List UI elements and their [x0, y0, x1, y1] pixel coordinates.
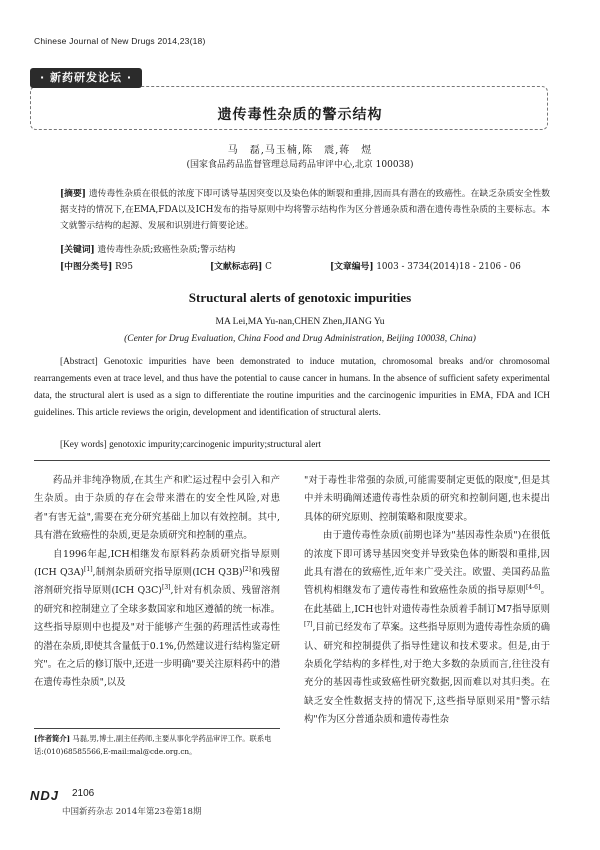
author-footnote	[34, 732, 280, 758]
article-number-field	[330, 259, 521, 272]
citation: [2]	[242, 565, 252, 573]
chinese-keywords-text: 遗传毒性杂质;致癌性杂质;警示结构	[97, 245, 236, 255]
body-paragraph: 药品并非纯净物质,在其生产和贮运过程中会引入和产生杂质。由于杂质的存在会带来潜在的安全性风险,对患者"有害无益",需要在充分研究基础上加以有效控制。其中,具有潜在致癌性的杂质,更是杂质研究和控制的重点。	[34, 475, 280, 542]
english-abstract	[34, 354, 550, 422]
running-head: Chinese Journal of New Drugs 2014,23(18)	[34, 36, 206, 46]
chinese-abstract-text: 遗传毒性杂质在很低的浓度下即可诱导基因突变以及染色体的断裂和重排,因而具有潜在的致癌性。在缺乏杂质安全性数据支持的情况下,在EMA,FDA以及ICH发布的指导原则中均将警示结构作为区分普通杂质和潜在遗传毒性杂质的主要标志。本文就警示结构的起源、发展和识别进行简要论述。	[60, 189, 551, 231]
chinese-keywords-label: [关键词]	[60, 245, 95, 255]
doc-code-field	[210, 259, 330, 272]
chinese-keywords	[60, 242, 235, 255]
chinese-affiliation: (国家食品药品监督管理总局药品审评中心,北京 100038)	[186, 160, 414, 170]
chinese-authors: 马 磊,马玉楠,陈 震,蒋 煜	[227, 145, 373, 156]
english-abstract-text: Genotoxic impurities have been demonstrated to induce mutation, chromosomal breaks and/or chromosomal rearrangements even at trace level, and thus have the potential to cause cancer in humans. In the absence of sufficient safety experimental data, the structural alert is used as a sign to differentiate the routine impurities and the carcinogenic impurities in EMA, FDA and ICH guidelines. This article reviews the origin, development and identification of structural alerts.	[34, 357, 551, 418]
doc-code-label: [文献标志码]	[210, 262, 263, 272]
citation: [4-6]	[525, 584, 541, 592]
column-banner: · 新药研发论坛 ·	[30, 68, 142, 88]
english-abstract-label: [Abstract]	[60, 357, 98, 367]
journal-logo: NDJ	[30, 788, 60, 803]
clc-label: [中图分类号]	[60, 262, 113, 272]
english-keywords-label: [Key words]	[60, 440, 107, 450]
body-paragraph: 由于遗传毒性杂质(前期也译为"基因毒性杂质")在很低的浓度下即可诱导基因突变并导致染色体的断裂和重排,因此具有潜在的致癌性,近年来广受关注。欧盟、美国药品监管机构相继发布了遗传毒性和致癌性杂质的指导原则[4-6]。在此基础上,ICH也针对遗传毒性杂质着手制订M7指导原则[7],目前已经发布了草案。这些指导原则为遗传毒性杂质的确认、研究和控制提供了指导性建议和技术要求。但是,由于杂质化学结构的多样性,对于绝大多数的杂质而言,往往没有充分的基因毒性或致癌性研究数据,因而难以对其归类。在缺乏安全性数据支持的情况下,这些指导原则采用"警示结构"作为区分普通杂质和遗传毒性杂	[304, 530, 550, 726]
footnote-text: 马磊,男,博士,副主任药师,主要从事化学药品审评工作。联系电话:(010)68585566,E-mail:mal@cde.org.cn。	[34, 734, 272, 756]
classification-row	[60, 259, 550, 272]
chinese-abstract	[60, 186, 550, 234]
english-keywords	[60, 440, 321, 450]
citation: [7]	[304, 621, 313, 629]
english-title: Structural alerts of genotoxic impurities	[188, 290, 412, 305]
chinese-abstract-label: [摘要]	[60, 189, 86, 199]
body-column-right	[304, 472, 550, 730]
body-paragraph: "对于毒性非常强的杂质,可能需要制定更低的限度",但是其中并未明确阐述遗传毒性杂质的研究和控制问题,也未提出具体的研究原则、控制策略和限度要求。	[304, 475, 550, 523]
body-column-left	[34, 472, 280, 693]
chinese-title: 遗传毒性杂质的警示结构	[217, 107, 383, 123]
english-affiliation: (Center for Drug Evaluation, China Food and Drug Administration, Beijing 100038, China)	[124, 334, 476, 344]
citation: [3]	[161, 584, 171, 592]
english-keywords-text: genotoxic impurity;carcinogenic impurity;structural alert	[109, 440, 322, 450]
citation: [1]	[84, 565, 93, 573]
footnote-divider	[34, 728, 280, 729]
body-paragraph: 自1996年起,ICH相继发布原料药杂质研究指导原则(ICH Q3A)[1],制剂杂质研究指导原则(ICH Q3B)[2]和残留溶剂研究指导原则(ICH Q3C)[3],针对有机杂质、残留溶剂的研究和控制建立了全球多数国家和地区遵循的统一标准。这些指导原则中也提及"对于能够产生强的药理活性或毒性的潜在杂质,即使其含量低于0.1%,仍然建议进行结构鉴定研究"。在之后的修订版中,还进一步明确"要关注原料药中的潜在遗传毒性杂质",以及	[34, 548, 281, 689]
clc-field	[60, 259, 210, 272]
page-number: 2106	[72, 788, 95, 799]
section-divider	[34, 460, 550, 461]
footnote-label: [作者简介]	[34, 734, 71, 743]
article-number-label: [文章编号]	[330, 262, 374, 272]
clc-value: R95	[115, 262, 133, 272]
journal-issue-info: 中国新药杂志 2014年第23卷第18期	[62, 807, 202, 817]
doc-code-value: C	[265, 262, 272, 272]
english-authors: MA Lei,MA Yu-nan,CHEN Zhen,JIANG Yu	[215, 317, 385, 327]
article-number-value: 1003 - 3734(2014)18 - 2106 - 06	[376, 262, 521, 272]
